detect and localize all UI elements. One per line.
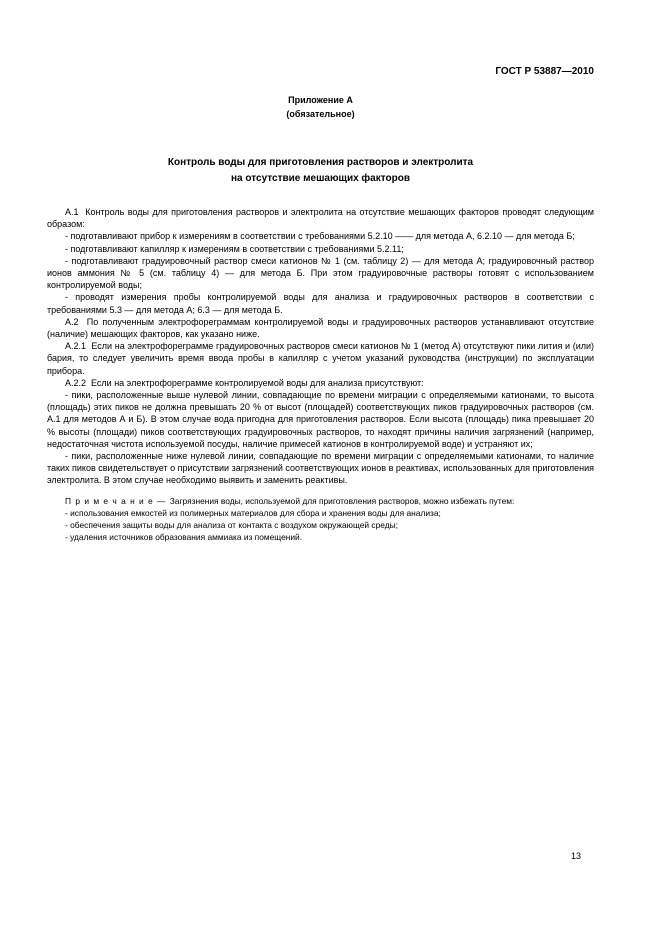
annex-heading	[47, 93, 594, 121]
list-item-peaks-below: - пики, расположенные ниже нулевой линии, совпадающие по времени миграции с определяемыми катионами, то наличие таких пиков свидетельствует о присутствии загрязнений соответствующих ионов в реактивах, использованных для приготовления электролита. В этом случае необходимо выявить и заменить реактивы.	[47, 451, 594, 486]
document-number: ГОСТ Р 53887—2010	[495, 66, 594, 77]
page-content	[47, 0, 594, 543]
list-item-measure-sample: - проводят измерения пробы контролируемой воды для анализа и градуировочных растворов в соответствии с требованиями 5.3 — для метода А; 6.3 — для метода Б.	[47, 292, 594, 315]
annex-subtitle: (обязательное)	[286, 109, 355, 119]
note-item-containers: - использования емкостей из полимерных материалов для сбора и хранения воды для анализа;	[65, 507, 441, 518]
note-block	[47, 495, 594, 544]
note-item-ammonia-sources: - удаления источников образования аммиака из помещений.	[65, 532, 303, 543]
paragraph-a2: А.2 По полученным электрофореграммам контролируемой воды и градуировочных растворов устанавливают отсутствие (наличие) мешающих факторов, как указано ниже.	[47, 316, 594, 340]
section-title-line2: на отсутствие мешающих факторов	[231, 173, 410, 184]
page-number: 13	[570, 851, 581, 861]
annex-title: Приложение А	[288, 95, 353, 105]
note-label: П р и м е ч а н и е —	[65, 495, 170, 506]
note-text: Загрязнения воды, используемой для приготовления растворов, можно избежать путем:	[169, 495, 515, 506]
list-item-peaks-above: - пики, расположенные выше нулевой линии, совпадающие по времени миграции с определяемыми катионами, то высота (площадь) этих пиков не должна превышать 20 % от высот (площадей) соответствующих пиков градуировочных растворов (см. А.1 для методов А и Б). В этом случае вода пригодна для приготовления растворов. Если высота (площадь) пика превышает 20 % высоты (площади) пиков соответствующих градуировочных растворов, то находят причины наличия загрязнений (например, недостаточная чистота используемой посуды, наличие примесей катионов в контролируемой воде) и устраняют их;	[47, 390, 594, 449]
paragraph-a1: А.1 Контроль воды для приготовления растворов и электролита на отсутствие мешающих факторов проводят следующим образом:	[47, 207, 594, 230]
list-item-prepare-capillary: - подготавливают капилляр к измерениям в соответствии с требованиями 5.2.11;	[65, 243, 404, 254]
paragraph-a21: А.2.1 Если на электрофореграмме градуировочных растворов смеси катионов № 1 (метод А) отсутствуют пики лития и (или) бария, то следует увеличить время ввода пробы в капилляр с учетом указаний руководства (инструкции) по эксплуатации прибора.	[47, 341, 594, 376]
note-paragraph	[47, 495, 594, 507]
section-title	[47, 155, 594, 187]
list-item-prepare-solution: - подготавливают градуировочный раствор смеси катионов № 1 (см. таблицу 2) — для метода А; градуировочный раствор ионов аммония № 5 (см. таблицу 4) — для метода Б. При этом градуировочные растворы готовят с использованием контролируемой воды;	[47, 255, 594, 291]
paragraph-a22: А.2.2 Если на электрофореграмме контролируемой воды для анализа присутствуют:	[65, 377, 424, 388]
body-text	[47, 206, 594, 487]
note-item-air-protection: - обеспечения защиты воды для анализа от контакта с воздухом окружающей среды;	[65, 520, 398, 531]
section-title-line1: Контроль воды для приготовления растворов и электролита	[167, 157, 474, 168]
list-item-prepare-device: - подготавливают прибор к измерениям в соответствии с требованиями 5.2.10 —— для метода А, 6.2.10 — для метода Б;	[65, 231, 575, 242]
